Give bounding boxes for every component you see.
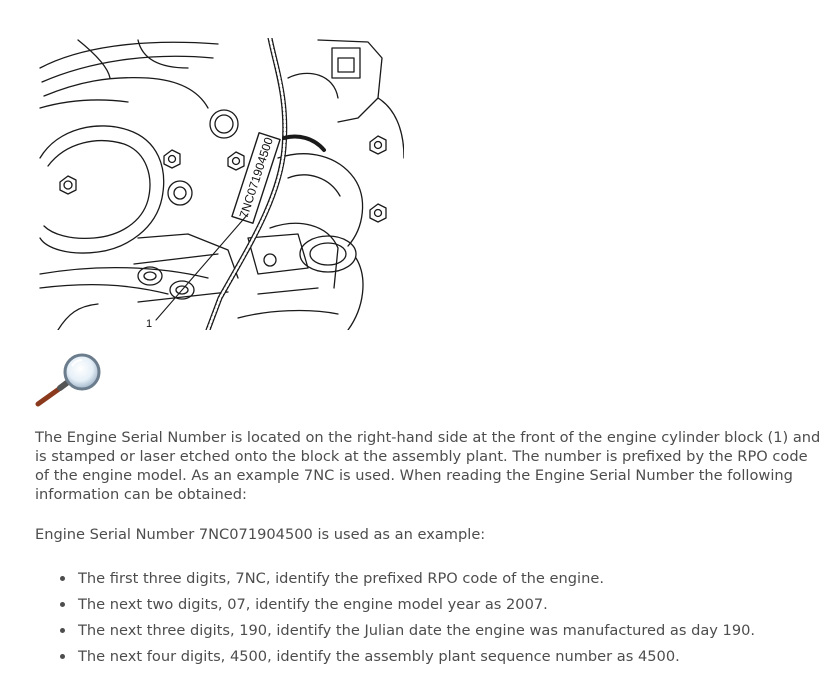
engine-block-illustration: [38, 38, 404, 330]
serial-breakdown-list: [58, 569, 828, 673]
list-item: The next four digits, 4500, identify the assembly plant sequence number as 4500.: [58, 647, 828, 673]
magnifying-glass-icon: [32, 352, 104, 408]
serial-stamp-text: 7NC071904500: [236, 135, 276, 220]
serial-number-location-paragraph: The Engine Serial Number is located on the right-hand side at the front of the engine cylinder block (1) and is stamped or laser etched onto the block at the assembly plant. The number is prefixed by the RPO code of the engine model. As an example 7NC is used. When reading the Engine Serial Number the following information can be obtained:: [35, 429, 821, 503]
example-serial-paragraph: Engine Serial Number 7NC071904500 is used as an example:: [35, 526, 486, 543]
list-item: The next two digits, 07, identify the engine model year as 2007.: [58, 595, 828, 621]
list-item: The first three digits, 7NC, identify the prefixed RPO code of the engine.: [58, 569, 828, 595]
list-item: The next three digits, 190, identify the Julian date the engine was manufactured as day 190.: [58, 621, 828, 647]
callout-number: 1: [146, 318, 153, 330]
